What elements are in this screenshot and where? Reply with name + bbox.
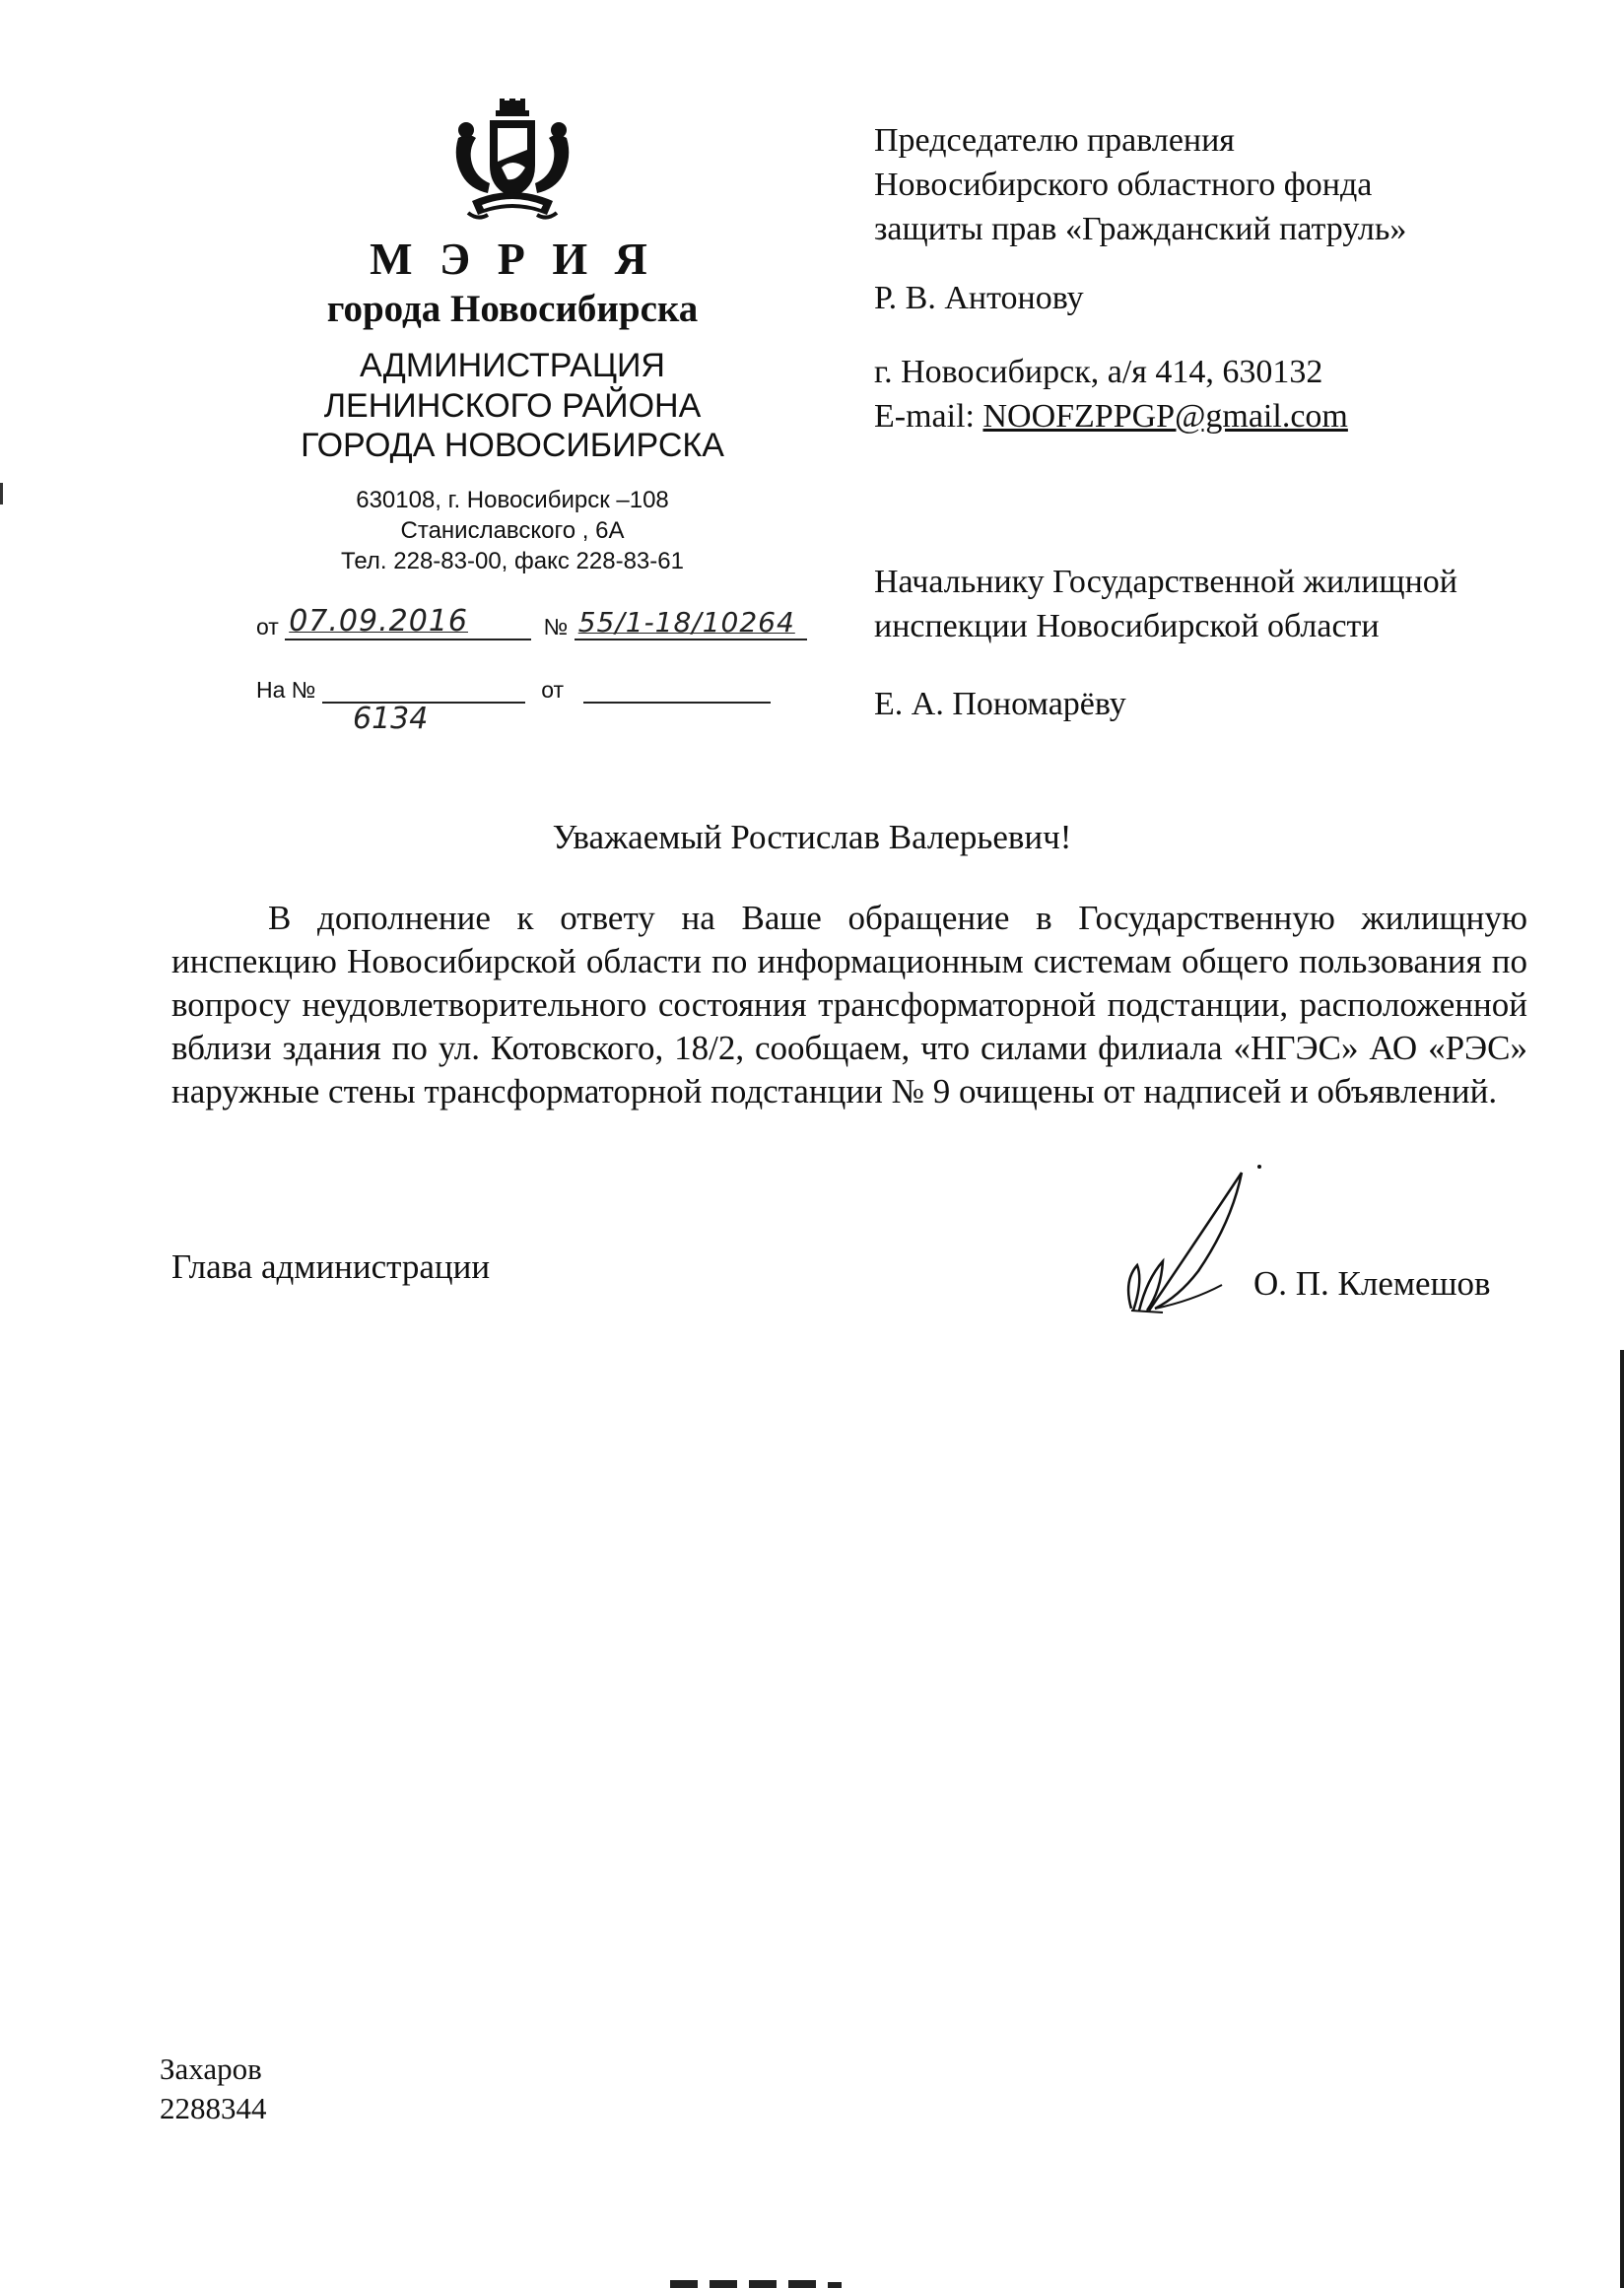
reference-number-field xyxy=(322,672,525,704)
reference-label: На № xyxy=(256,677,316,703)
reference-row xyxy=(256,672,771,704)
number-field xyxy=(575,606,807,640)
executor-info xyxy=(160,2050,267,2129)
city-title: города Новосибирска xyxy=(326,287,699,330)
addressee-line: Новосибирского областного фонда xyxy=(874,167,1373,204)
addressee-line: Начальнику Государственной жилищной xyxy=(874,564,1457,600)
addressee-email-line xyxy=(874,394,1406,438)
addressee-postal-address: г. Новосибирск, а/я 414, 630132 xyxy=(874,353,1323,390)
date-label: от xyxy=(256,614,279,639)
registration-row xyxy=(256,604,807,640)
addressee-line: инспекции Новосибирской области xyxy=(874,608,1380,645)
signer-name: О. П. Клемешов xyxy=(1253,1264,1491,1303)
administration-line: ГОРОДА НОВОСИБИРСКА xyxy=(301,426,724,464)
addressee-line: защиты прав «Гражданский патруль» xyxy=(874,211,1407,248)
addressee-line: Председателю правления xyxy=(874,122,1235,159)
addressee-1 xyxy=(874,118,1406,438)
mayoralty-title: М Э Р И Я xyxy=(370,234,655,284)
reference-from-label: от xyxy=(541,677,565,703)
number-value: 55/1-18/10264 xyxy=(577,606,795,639)
scan-edge-mark xyxy=(1620,1350,1624,2288)
address-line: 630108, г. Новосибирск –108 xyxy=(356,486,669,513)
city-coat-of-arms-icon xyxy=(448,99,576,227)
administration-line: ЛЕНИНСКОГО РАЙОНА xyxy=(323,386,702,425)
reference-number-handwritten: 6134 xyxy=(353,702,429,736)
date-value: 07.09.2016 xyxy=(289,604,468,639)
email-link[interactable]: NOOFZPPGP@gmail.com xyxy=(982,398,1348,436)
email-label: E-mail: xyxy=(874,398,983,436)
number-label: № xyxy=(543,614,569,639)
addressee-name: Р. В. Антонову xyxy=(874,279,1084,316)
letter-body: В дополнение к ответу на Ваше обращение в Государственную жилищную инспекцию Новосибирской области по информационным системам общего пользования по вопросу неудовлетворительного состояния трансформаторной подстанции, расположенной вблизи здания по ул. Котовского, 18/2, сообщаем, что силами филиала «НГЭС» АО «РЭС» наружные стены трансформаторной подстанции № 9 очищены от надписей и объявлений. xyxy=(171,899,1527,1110)
addressee-2 xyxy=(874,560,1457,727)
date-field xyxy=(285,604,531,640)
address-line: Станиславского , 6А xyxy=(400,516,625,544)
administration-line: АДМИНИСТРАЦИЯ xyxy=(359,347,665,385)
address-line: Тел. 228-83-00, факс 228-83-61 xyxy=(341,548,684,575)
administration-name xyxy=(197,346,828,464)
sender-address xyxy=(197,485,828,577)
executor-phone: 2288344 xyxy=(160,2091,267,2126)
scan-bottom-artifact xyxy=(670,2274,867,2288)
reference-date-field xyxy=(583,672,771,704)
addressee-name: Е. А. Пономарёву xyxy=(874,686,1126,723)
letterhead xyxy=(197,99,828,576)
executor-name: Захаров xyxy=(160,2052,262,2086)
signer-role: Глава администрации xyxy=(171,1247,491,1286)
scan-edge-mark xyxy=(0,483,3,505)
salutation: Уважаемый Ростислав Валерьевич! xyxy=(552,818,1072,856)
